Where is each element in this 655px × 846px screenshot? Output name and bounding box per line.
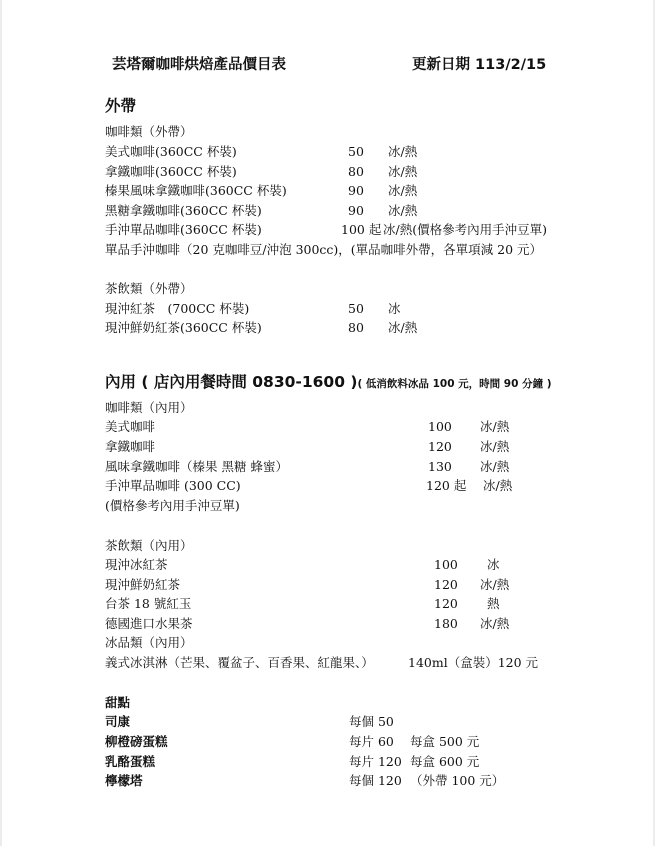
item-price: 50 [348, 144, 364, 159]
item-name: 美式咖啡 [105, 419, 156, 434]
dinein-title: 內用 ( 店內用餐時間 0830-1600 ) [105, 373, 358, 391]
item-extra: 每盒 600 元 [410, 754, 480, 769]
item-name: 拿鐵咖啡(360CC 杯裝) [105, 164, 237, 179]
price-list-page [2, 0, 653, 846]
item-price: 180 [434, 616, 458, 631]
takeout-section-title: 外帶 [105, 97, 137, 115]
item-temp: 冰/熱 [388, 144, 418, 159]
dinein-tea-category: 茶飲類（內用） [105, 538, 193, 553]
item-temp: 冰 [487, 557, 500, 572]
item-temp: 冰/熱 [480, 459, 510, 474]
item-name: 現沖紅茶 (700CC 杯裝) [105, 301, 250, 316]
item-name: 美式咖啡(360CC 杯裝) [105, 144, 237, 159]
takeout-coffee-category: 咖啡類（外帶） [105, 124, 193, 139]
item-price: 120 起 [426, 478, 467, 493]
item-price: 120 [434, 577, 458, 592]
item-name: 台茶 18 號紅玉 [105, 596, 192, 611]
item-temp: 冰 [388, 301, 401, 316]
dinein-coffee-category: 咖啡類（內用） [105, 400, 193, 415]
takeout-coffee-note: 單品手沖咖啡（20 克咖啡豆/沖泡 300cc)，(單品咖啡外帶，各單項減 20 元） [105, 242, 543, 257]
dessert-section-title: 甜點 [105, 695, 131, 710]
takeout-tea-category: 茶飲類（外帶） [105, 281, 193, 296]
dinein-note: ( 低消飲料冰品 100 元，時間 90 分鐘 ) [357, 378, 552, 390]
item-temp: 冰/熱 [480, 577, 510, 592]
item-temp: 冰/熱 [480, 616, 510, 631]
item-temp: 冰/熱 [388, 183, 418, 198]
item-name: 現沖鮮奶紅茶(360CC 杯裝) [105, 320, 262, 335]
item-price: 每個 50 [349, 714, 394, 729]
item-name: 黑糖拿鐵咖啡(360CC 杯裝) [105, 203, 262, 218]
item-extra: （外帶 100 元） [410, 773, 505, 788]
item-name: 手沖單品咖啡 (300 CC) [105, 478, 241, 493]
item-price: 90 [348, 203, 364, 218]
item-name: 榛果風味拿鐵咖啡(360CC 杯裝) [105, 183, 287, 198]
page-title: 芸塔爾咖啡烘焙產品價目表 [112, 57, 286, 73]
item-name: 拿鐵咖啡 [105, 439, 156, 454]
item-price: 80 [348, 164, 364, 179]
dinein-coffee-note: (價格參考內用手沖豆單) [105, 498, 240, 513]
dinein-section-title [105, 370, 552, 392]
item-temp: 冰/熱 [480, 439, 510, 454]
item-name: 乳酪蛋糕 [105, 754, 156, 769]
update-date: 更新日期 113/2/15 [412, 57, 547, 73]
item-temp: 冰/熱 [388, 203, 418, 218]
item-price: 每片 60 [349, 734, 394, 749]
item-price: 100 起 [341, 222, 382, 237]
item-price: 每片 120 [349, 754, 402, 769]
item-price: 100 [428, 419, 452, 434]
item-price: 每個 120 [349, 773, 402, 788]
item-price: 50 [348, 301, 364, 316]
item-name: 司康 [105, 714, 131, 729]
item-temp: 冰/熱(價格參考內用手沖豆單) [383, 222, 547, 237]
item-name: 檸檬塔 [105, 773, 143, 788]
item-name: 現沖鮮奶紅茶 [105, 577, 181, 592]
item-price: 120 [434, 596, 458, 611]
item-name: 德國進口水果茶 [105, 616, 193, 631]
item-temp: 冰/熱 [388, 164, 418, 179]
item-temp: 冰/熱 [388, 320, 418, 335]
item-detail: 140ml（盒裝）120 元 [408, 655, 539, 670]
item-price: 100 [434, 557, 458, 572]
item-price: 80 [348, 320, 364, 335]
dinein-icecream-category: 冰品類（內用） [105, 635, 193, 650]
item-name: 手沖單品咖啡(360CC 杯裝) [105, 222, 262, 237]
item-name: 義式冰淇淋（芒果、覆盆子、百香果、紅龍果、） [105, 655, 374, 670]
item-price: 130 [428, 459, 452, 474]
item-name: 現沖冰紅茶 [105, 557, 168, 572]
item-price: 90 [348, 183, 364, 198]
item-name: 風味拿鐵咖啡（榛果 黑糖 蜂蜜） [105, 459, 288, 474]
item-temp: 冰/熱 [480, 419, 510, 434]
item-temp: 熱 [487, 596, 500, 611]
item-temp: 冰/熱 [483, 478, 513, 493]
item-extra: 每盒 500 元 [410, 734, 480, 749]
item-name: 柳橙磅蛋糕 [105, 734, 168, 749]
item-price: 120 [428, 439, 452, 454]
